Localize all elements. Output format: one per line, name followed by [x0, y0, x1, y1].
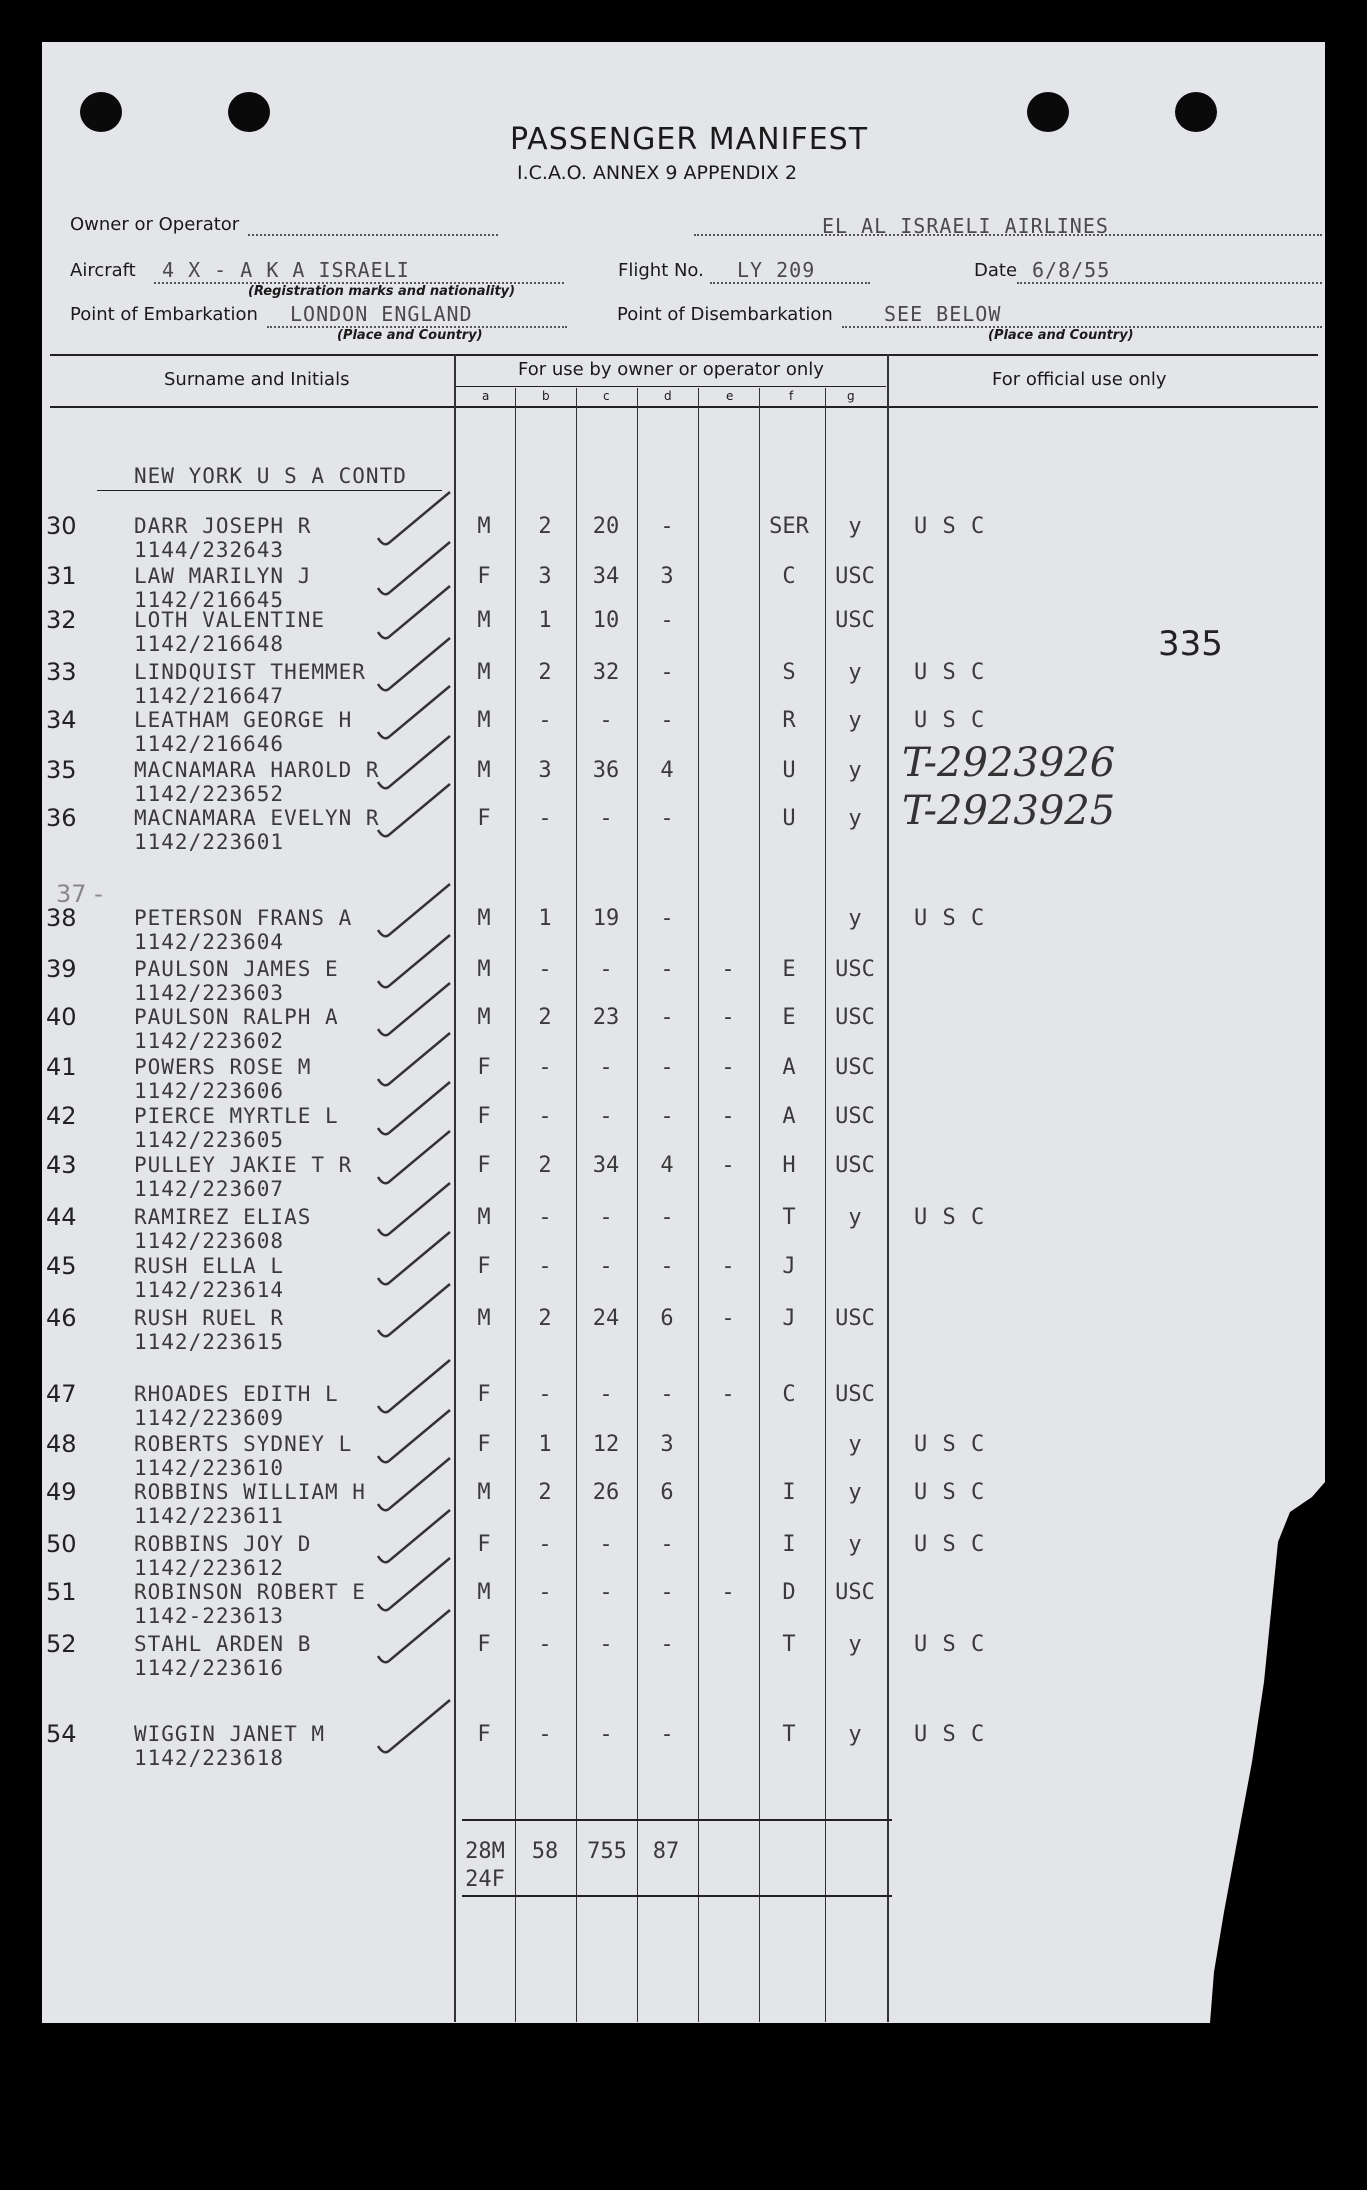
row-number: 35 — [46, 756, 77, 784]
cell-a: M — [477, 1205, 491, 1230]
official-mark: U S C — [914, 1632, 986, 1657]
total-females: 24F — [465, 1867, 505, 1892]
cell-g: USC — [835, 1306, 875, 1331]
official-ticket-number: T-2923926 — [902, 740, 1116, 786]
cell-a: F — [477, 1632, 491, 1657]
row-number: 31 — [46, 562, 77, 590]
cell-c: - — [599, 1055, 613, 1080]
cell-c: 26 — [592, 1480, 620, 1505]
cell-d: - — [660, 1205, 674, 1230]
passenger-id: 1142/223604 — [134, 930, 285, 954]
row-number: 36 — [46, 804, 77, 832]
cell-b: 2 — [538, 1005, 552, 1030]
cell-d: - — [660, 957, 674, 982]
cell-a: F — [477, 1055, 491, 1080]
cell-f: T — [782, 1722, 796, 1747]
passenger-name: LOTH VALENTINE — [134, 608, 326, 632]
cell-d: - — [660, 1254, 674, 1279]
passenger-name: POWERS ROSE M — [134, 1055, 312, 1079]
cell-a: M — [477, 1580, 491, 1605]
cell-b: 2 — [538, 660, 552, 685]
cell-f: U — [782, 758, 796, 783]
cell-c: 36 — [592, 758, 620, 783]
row-number: 33 — [46, 658, 77, 686]
row-number: 43 — [46, 1151, 77, 1179]
cell-f: T — [782, 1205, 796, 1230]
col-official-header: For official use only — [992, 369, 1167, 390]
cell-b: 3 — [538, 758, 552, 783]
passenger-id: 1142/223608 — [134, 1229, 285, 1253]
official-ticket-number: T-2923925 — [902, 788, 1116, 834]
official-mark: U S C — [914, 1480, 986, 1505]
cell-a: M — [477, 514, 491, 539]
row-number: 47 — [46, 1380, 77, 1408]
cell-c: - — [599, 957, 613, 982]
cell-c: - — [599, 1722, 613, 1747]
passenger-id: 1142/223610 — [134, 1456, 285, 1480]
cell-f: J — [782, 1306, 796, 1331]
cell-b: - — [538, 1632, 552, 1657]
passenger-name: STAHL ARDEN B — [134, 1632, 312, 1656]
cell-c: 32 — [592, 660, 620, 685]
cell-f: H — [782, 1153, 796, 1178]
cell-g: y — [848, 806, 862, 831]
official-mark: U S C — [914, 1205, 986, 1230]
cell-g: y — [848, 1632, 862, 1657]
passenger-name: LEATHAM GEORGE H — [134, 708, 353, 732]
cell-c: - — [599, 1254, 613, 1279]
stray-mark: 37 - — [56, 880, 103, 908]
passenger-id: 1142/223614 — [134, 1278, 285, 1302]
aircraft-value: 4 X - A K A ISRAELI — [162, 258, 410, 282]
cell-f: A — [782, 1104, 796, 1129]
official-mark: U S C — [914, 1532, 986, 1557]
row-number: 52 — [46, 1630, 77, 1658]
official-mark: U S C — [914, 708, 986, 733]
cell-g: y — [848, 1480, 862, 1505]
cell-d: - — [660, 1722, 674, 1747]
row-number: 48 — [46, 1430, 77, 1458]
cell-c: 34 — [592, 564, 620, 589]
cell-b: 2 — [538, 1480, 552, 1505]
cell-b: 1 — [538, 906, 552, 931]
cell-f: R — [782, 708, 796, 733]
cell-g: USC — [835, 1104, 875, 1129]
cell-d: - — [660, 514, 674, 539]
cell-d: 4 — [660, 1153, 674, 1178]
cell-d: - — [660, 806, 674, 831]
embarkation-label: Point of Embarkation — [70, 304, 258, 325]
passenger-id: 1142/223618 — [134, 1746, 285, 1770]
cell-a: F — [477, 1722, 491, 1747]
cell-b: - — [538, 806, 552, 831]
cell-f: T — [782, 1632, 796, 1657]
manifest-sheet — [42, 42, 1325, 2023]
cell-b: - — [538, 1722, 552, 1747]
cell-c: 12 — [592, 1432, 620, 1457]
cell-b: - — [538, 1205, 552, 1230]
row-number: 40 — [46, 1003, 77, 1031]
owner-label: Owner or Operator — [70, 214, 240, 235]
cell-b: 2 — [538, 1153, 552, 1178]
cell-c: 24 — [592, 1306, 620, 1331]
cell-f: A — [782, 1055, 796, 1080]
cell-g: USC — [835, 957, 875, 982]
passenger-name: PETERSON FRANS A — [134, 906, 353, 930]
passenger-name: LAW MARILYN J — [134, 564, 312, 588]
passenger-name: LINDQUIST THEMMER — [134, 660, 366, 684]
official-mark: U S C — [914, 1432, 986, 1457]
cell-g: USC — [835, 564, 875, 589]
cell-a: M — [477, 660, 491, 685]
cell-e: - — [721, 1254, 735, 1279]
cell-c: - — [599, 806, 613, 831]
cell-d: - — [660, 1532, 674, 1557]
cell-b: - — [538, 1580, 552, 1605]
cell-d: - — [660, 1005, 674, 1030]
cell-f: S — [782, 660, 796, 685]
cell-a: F — [477, 564, 491, 589]
col-owner-header: For use by owner or operator only — [518, 359, 824, 380]
passenger-id: 1142/223612 — [134, 1556, 285, 1580]
passenger-name: RHOADES EDITH L — [134, 1382, 339, 1406]
cell-b: - — [538, 1104, 552, 1129]
passenger-id: 1142/223602 — [134, 1029, 285, 1053]
cell-a: F — [477, 1104, 491, 1129]
owner-value: EL AL ISRAELI AIRLINES — [822, 214, 1109, 238]
passenger-id: 1142/216647 — [134, 684, 285, 708]
cell-f: E — [782, 957, 796, 982]
row-number: 50 — [46, 1530, 77, 1558]
cell-d: 6 — [660, 1306, 674, 1331]
passenger-id: 1142-223613 — [134, 1604, 285, 1628]
embarkation-value: LONDON ENGLAND — [290, 302, 473, 326]
page-number: 335 — [1158, 624, 1223, 664]
passenger-name: PIERCE MYRTLE L — [134, 1104, 339, 1128]
cell-g: y — [848, 1722, 862, 1747]
cell-g: y — [848, 758, 862, 783]
cell-d: - — [660, 1632, 674, 1657]
subcol-a: a — [482, 389, 490, 403]
cell-d: - — [660, 906, 674, 931]
row-number: 51 — [46, 1578, 77, 1606]
cell-e: - — [721, 1382, 735, 1407]
cell-f: U — [782, 806, 796, 831]
cell-f: I — [782, 1532, 796, 1557]
passenger-name: RUSH ELLA L — [134, 1254, 285, 1278]
cell-b: 1 — [538, 608, 552, 633]
cell-e: - — [721, 1104, 735, 1129]
cell-d: - — [660, 708, 674, 733]
cell-a: M — [477, 957, 491, 982]
total-c: 755 — [587, 1839, 627, 1864]
passenger-name: DARR JOSEPH R — [134, 514, 312, 538]
passenger-id: 1142/223601 — [134, 830, 285, 854]
cell-f: E — [782, 1005, 796, 1030]
passenger-id: 1142/223615 — [134, 1330, 285, 1354]
cell-a: M — [477, 1306, 491, 1331]
passenger-id: 1142/216648 — [134, 632, 285, 656]
disembarkation-label: Point of Disembarkation — [617, 304, 833, 325]
aircraft-label: Aircraft — [70, 260, 136, 281]
cell-g: USC — [835, 1055, 875, 1080]
cell-a: M — [477, 1480, 491, 1505]
passenger-name: PULLEY JAKIE T R — [134, 1153, 353, 1177]
cell-g: y — [848, 514, 862, 539]
row-number: 45 — [46, 1252, 77, 1280]
cell-c: 19 — [592, 906, 620, 931]
cell-g: USC — [835, 608, 875, 633]
date-value: 6/8/55 — [1032, 258, 1111, 282]
flight-value: LY 209 — [737, 258, 816, 282]
cell-e: - — [721, 1055, 735, 1080]
cell-b: 1 — [538, 1432, 552, 1457]
official-mark: U S C — [914, 906, 986, 931]
passenger-name: WIGGIN JANET M — [134, 1722, 326, 1746]
cell-c: 20 — [592, 514, 620, 539]
passenger-name: PAULSON RALPH A — [134, 1005, 339, 1029]
cell-e: - — [721, 1005, 735, 1030]
passenger-id: 1142/223609 — [134, 1406, 285, 1430]
cell-f: J — [782, 1254, 796, 1279]
cell-f: I — [782, 1480, 796, 1505]
cell-a: F — [477, 1254, 491, 1279]
cell-g: USC — [835, 1580, 875, 1605]
cell-d: - — [660, 1382, 674, 1407]
torn-corner — [42, 42, 1325, 2023]
total-b: 58 — [531, 1839, 559, 1864]
subcol-f: f — [789, 389, 794, 403]
cell-a: F — [477, 1432, 491, 1457]
row-number: 44 — [46, 1203, 77, 1231]
cell-e: - — [721, 1153, 735, 1178]
cell-d: - — [660, 1055, 674, 1080]
cell-c: - — [599, 1532, 613, 1557]
cell-b: - — [538, 1382, 552, 1407]
cell-a: M — [477, 608, 491, 633]
cell-a: F — [477, 1382, 491, 1407]
total-d: 87 — [652, 1839, 680, 1864]
row-number: 46 — [46, 1304, 77, 1332]
cell-b: 2 — [538, 514, 552, 539]
cell-c: - — [599, 1580, 613, 1605]
cell-d: 3 — [660, 564, 674, 589]
cell-a: F — [477, 806, 491, 831]
row-number: 39 — [46, 955, 77, 983]
flight-label: Flight No. — [618, 260, 704, 281]
section-label: NEW YORK U S A CONTD — [134, 464, 407, 488]
passenger-id: 1142/223616 — [134, 1656, 285, 1680]
cell-c: - — [599, 1632, 613, 1657]
subcol-b: b — [542, 389, 550, 403]
cell-b: 2 — [538, 1306, 552, 1331]
cell-g: y — [848, 660, 862, 685]
row-number: 41 — [46, 1053, 77, 1081]
cell-d: 3 — [660, 1432, 674, 1457]
col-surname-header: Surname and Initials — [164, 369, 350, 390]
cell-a: F — [477, 1532, 491, 1557]
passenger-name: ROBBINS WILLIAM H — [134, 1480, 366, 1504]
passenger-name: ROBINSON ROBERT E — [134, 1580, 366, 1604]
cell-e: - — [721, 1580, 735, 1605]
passenger-id: 1142/223611 — [134, 1504, 285, 1528]
cell-d: - — [660, 608, 674, 633]
passenger-name: PAULSON JAMES E — [134, 957, 339, 981]
cell-g: y — [848, 1532, 862, 1557]
cell-e: - — [721, 1306, 735, 1331]
row-number: 34 — [46, 706, 77, 734]
cell-b: - — [538, 708, 552, 733]
official-mark: U S C — [914, 660, 986, 685]
cell-c: 34 — [592, 1153, 620, 1178]
cell-c: 10 — [592, 608, 620, 633]
passenger-id: 1142/216646 — [134, 732, 285, 756]
cell-a: M — [477, 758, 491, 783]
cell-f: C — [782, 564, 796, 589]
cell-f: C — [782, 1382, 796, 1407]
manifest-title: PASSENGER MANIFEST — [510, 122, 869, 157]
cell-f: D — [782, 1580, 796, 1605]
cell-d: - — [660, 1104, 674, 1129]
passenger-name: ROBBINS JOY D — [134, 1532, 312, 1556]
passenger-id: 1142/223652 — [134, 782, 285, 806]
cell-b: - — [538, 1532, 552, 1557]
cell-d: 6 — [660, 1480, 674, 1505]
total-males: 28M — [465, 1839, 505, 1864]
cell-c: - — [599, 1205, 613, 1230]
embarkation-note: (Place and Country) — [337, 328, 483, 343]
subcol-c: c — [603, 389, 610, 403]
registration-note: (Registration marks and nationality) — [248, 284, 516, 299]
cell-g: y — [848, 1205, 862, 1230]
cell-b: - — [538, 957, 552, 982]
cell-c: - — [599, 708, 613, 733]
cell-d: 4 — [660, 758, 674, 783]
cell-b: - — [538, 1055, 552, 1080]
subcol-e: e — [726, 389, 734, 403]
row-number: 54 — [46, 1720, 77, 1748]
manifest-subtitle: I.C.A.O. ANNEX 9 APPENDIX 2 — [517, 162, 798, 184]
cell-g: USC — [835, 1153, 875, 1178]
passenger-id: 1142/223607 — [134, 1177, 285, 1201]
row-number: 42 — [46, 1102, 77, 1130]
passenger-name: MACNAMARA EVELYN R — [134, 806, 380, 830]
passenger-id: 1144/232643 — [134, 538, 285, 562]
passenger-id: 1142/223603 — [134, 981, 285, 1005]
cell-c: - — [599, 1104, 613, 1129]
cell-a: M — [477, 1005, 491, 1030]
cell-c: - — [599, 1382, 613, 1407]
cell-g: y — [848, 708, 862, 733]
passenger-id: 1142/223606 — [134, 1079, 285, 1103]
cell-d: - — [660, 1580, 674, 1605]
cell-g: USC — [835, 1005, 875, 1030]
cell-a: F — [477, 1153, 491, 1178]
row-number: 30 — [46, 512, 77, 540]
cell-g: y — [848, 906, 862, 931]
cell-e: - — [721, 957, 735, 982]
row-number: 49 — [46, 1478, 77, 1506]
row-number: 32 — [46, 606, 77, 634]
cell-c: 23 — [592, 1005, 620, 1030]
passenger-name: ROBERTS SYDNEY L — [134, 1432, 353, 1456]
subcol-d: d — [664, 389, 672, 403]
cell-f: SER — [769, 514, 809, 539]
cell-g: y — [848, 1432, 862, 1457]
passenger-id: 1142/223605 — [134, 1128, 285, 1152]
cell-a: M — [477, 708, 491, 733]
cell-b: 3 — [538, 564, 552, 589]
disembarkation-value: SEE BELOW — [884, 302, 1002, 326]
passenger-name: MACNAMARA HAROLD R — [134, 758, 380, 782]
passenger-id: 1142/216645 — [134, 588, 285, 612]
subcol-g: g — [847, 389, 855, 403]
row-number: 38 — [46, 904, 77, 932]
passenger-name: RAMIREZ ELIAS — [134, 1205, 312, 1229]
cell-d: - — [660, 660, 674, 685]
cell-b: - — [538, 1254, 552, 1279]
disembarkation-note: (Place and Country) — [988, 328, 1134, 343]
official-mark: U S C — [914, 514, 986, 539]
cell-g: USC — [835, 1382, 875, 1407]
official-mark: U S C — [914, 1722, 986, 1747]
passenger-name: RUSH RUEL R — [134, 1306, 285, 1330]
cell-a: M — [477, 906, 491, 931]
date-label: Date — [974, 260, 1018, 281]
